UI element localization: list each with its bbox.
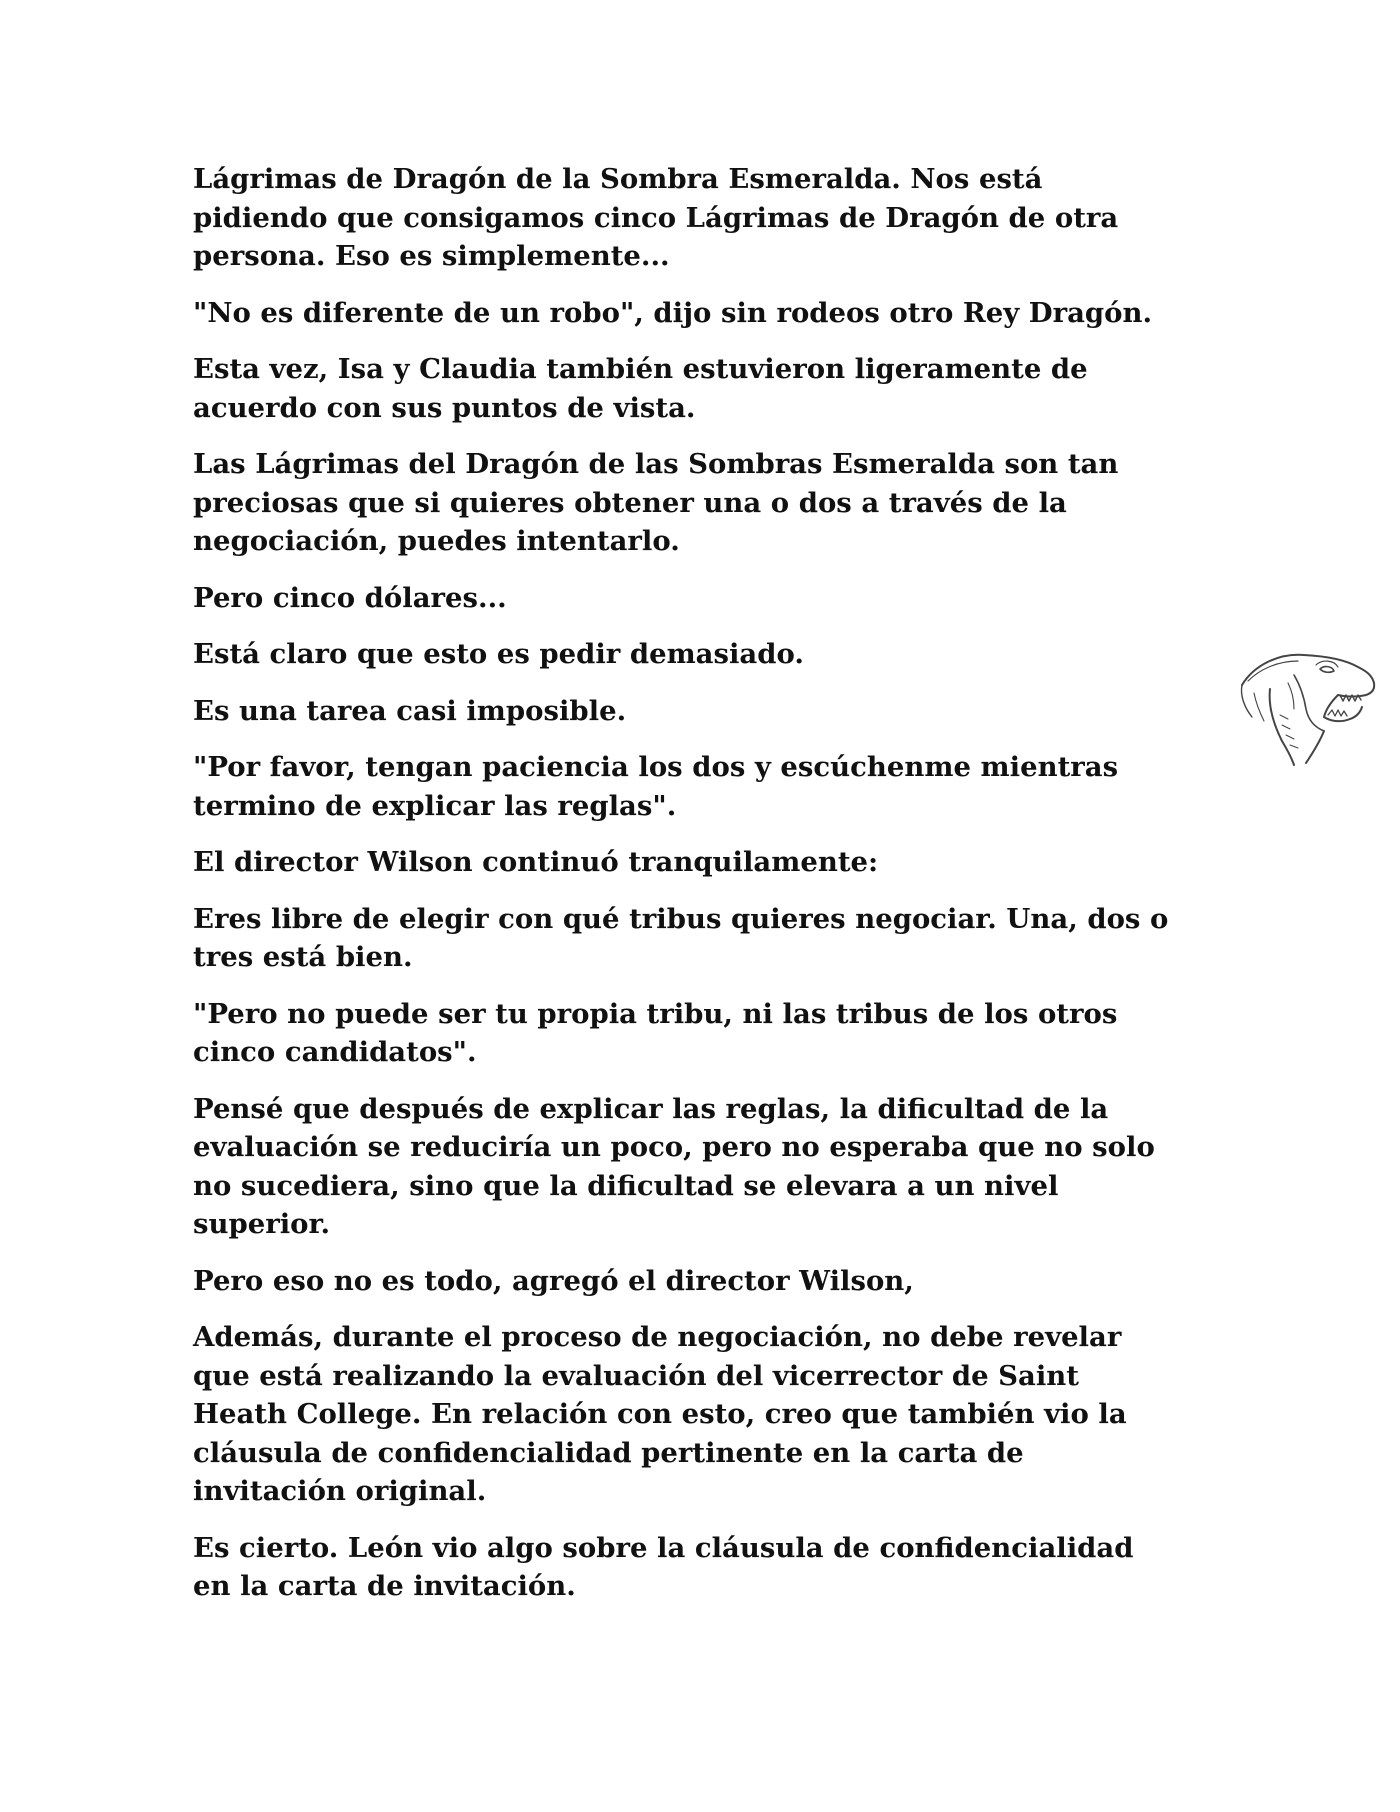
paragraph [193, 748, 1208, 825]
text-line: Está claro que esto es pedir demasiado. [193, 638, 804, 670]
text-line: Pensé que después de explicar las reglas, la dificultad de la [193, 1092, 1109, 1125]
text-line: en la carta de invitación. [193, 1570, 576, 1602]
text-line: Las Lágrimas del Dragón de las Sombras Esmeralda son tan [193, 448, 1119, 480]
text-line: El director Wilson continuó tranquilamente: [193, 846, 879, 878]
text-line: "No es diferente de un robo", dijo sin rodeos otro Rey Dragón. [193, 296, 1153, 329]
text-line: superior. [193, 1208, 331, 1240]
text-line: "Pero no puede ser tu propia tribu, ni las tribus de los otros [193, 997, 1118, 1030]
text-line: acuerdo con sus puntos de vista. [193, 391, 696, 424]
paragraph [193, 635, 1208, 674]
text-line: Es cierto. León vio algo sobre la cláusula de confidencialidad [193, 1531, 1134, 1564]
text-line: persona. Eso es simplemente... [193, 240, 670, 272]
document-body [193, 160, 1208, 1624]
paragraph [193, 1090, 1208, 1244]
text-line: tres está bien. [193, 941, 413, 973]
paragraph [193, 1262, 1208, 1301]
text-line: Eres libre de elegir con qué tribus quieres negociar. Una, dos o [193, 902, 1169, 935]
paragraph [193, 1318, 1208, 1511]
paragraph [193, 995, 1208, 1072]
paragraph [193, 294, 1208, 333]
text-line: evaluación se reduciría un poco, pero no esperaba que no solo [193, 1131, 1155, 1163]
text-line: invitación original. [193, 1475, 487, 1507]
text-line: cláusula de confidencialidad pertinente en la carta de [193, 1436, 1024, 1469]
text-line: negociación, puedes intentarlo. [193, 525, 680, 557]
text-line: "Por favor, tengan paciencia los dos y escúchenme mientras [193, 751, 1119, 783]
dinosaur-head-icon [1234, 645, 1380, 769]
text-line: preciosas que si quieres obtener una o dos a través de la [193, 486, 1067, 519]
paragraph [193, 160, 1208, 276]
text-line: termino de explicar las reglas". [193, 789, 677, 822]
paragraph [193, 350, 1208, 427]
paragraph [193, 1529, 1208, 1606]
paragraph [193, 900, 1208, 977]
text-line: Pero eso no es todo, agregó el director Wilson, [193, 1264, 914, 1297]
paragraph [193, 579, 1208, 618]
text-line: no sucediera, sino que la dificultad se elevara a un nivel [193, 1169, 1059, 1202]
paragraph [193, 692, 1208, 731]
text-line: Lágrimas de Dragón de la Sombra Esmeralda. Nos está [193, 163, 1043, 195]
text-line: Heath College. En relación con esto, creo que también vio la [193, 1398, 1127, 1430]
paragraph [193, 843, 1208, 882]
text-line: cinco candidatos". [193, 1036, 477, 1068]
text-line: Esta vez, Isa y Claudia también estuvieron ligeramente de [193, 353, 1088, 385]
text-line: Además, durante el proceso de negociación, no debe revelar [193, 1321, 1122, 1353]
text-line: Es una tarea casi imposible. [193, 694, 627, 727]
text-line: que está realizando la evaluación del vicerrector de Saint [193, 1359, 1079, 1392]
paragraph [193, 445, 1208, 561]
text-line: pidiendo que consigamos cinco Lágrimas de Dragón de otra [193, 201, 1119, 234]
text-line: Pero cinco dólares... [193, 581, 507, 614]
